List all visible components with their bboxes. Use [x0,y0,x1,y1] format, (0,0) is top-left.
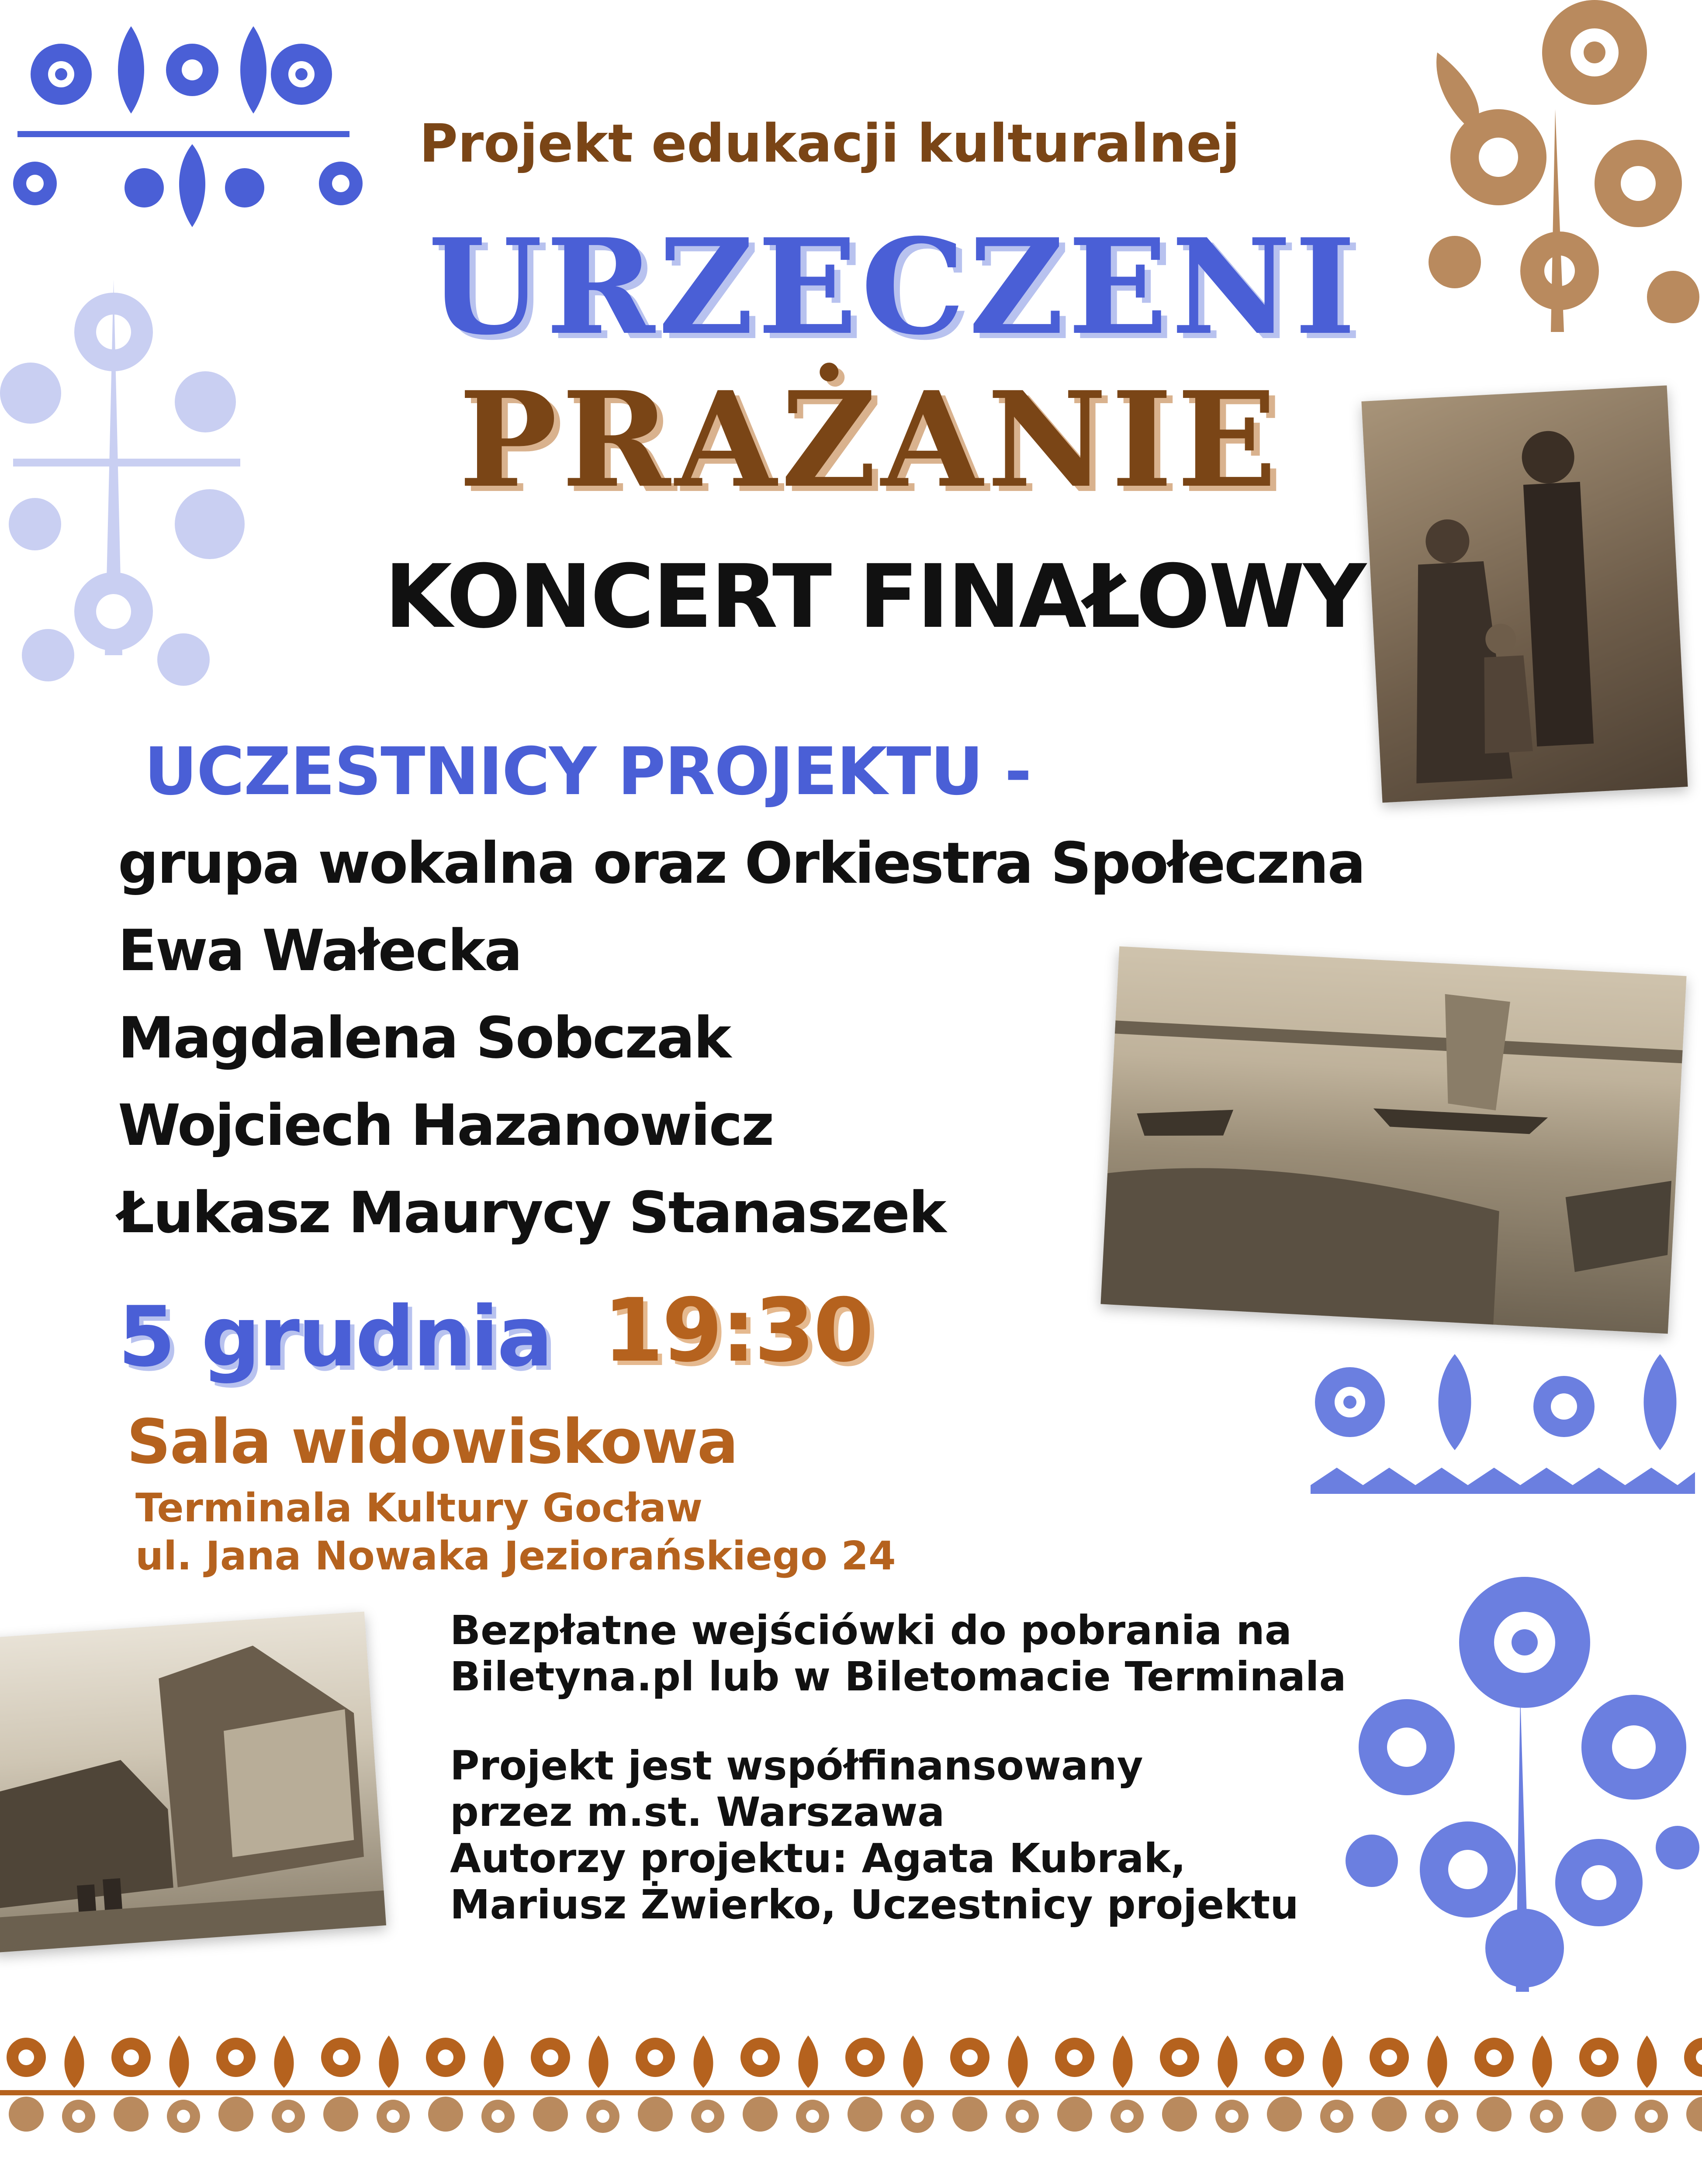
title-line-1: URZECZENI [428,210,1360,364]
funding-info-line-2: przez m.st. Warszawa [450,1789,945,1835]
participant-item: grupa wokalna oraz Orkiestra Społeczna [118,830,1365,896]
tickets-info-line-2: Biletyna.pl lub w Biletomacie Terminala [450,1653,1346,1700]
folk-ornament-bottom-right [1337,1564,1702,2001]
event-time: 19:30 [603,1280,872,1382]
participant-item: Magdalena Sobczak [118,1005,730,1071]
title-line-2: PRAŻANIE [459,363,1281,517]
participant-item: Wojciech Hazanowicz [118,1092,773,1158]
portrait-figures-icon [1361,385,1688,802]
project-type-heading: Projekt edukacji kulturalnej [419,114,1240,174]
event-address: ul. Jana Nowaka Jeziorańskiego 24 [135,1533,896,1579]
funding-info-line-1: Projekt jest współfinansowany [450,1742,1143,1789]
folk-ornament-top-right [1411,0,1702,341]
photo-river-boats [1100,947,1686,1334]
participant-item: Łukasz Maurycy Stanaszek [118,1179,945,1246]
photo-family-portrait [1361,385,1688,802]
authors-line-1: Autorzy projektu: Agata Kubrak, [450,1835,1186,1882]
participants-heading: UCZESTNICY PROJEKTU - [144,734,1031,810]
folk-ornament-top-left [0,0,393,721]
tickets-info-line-1: Bezpłatne wejściówki do pobrania na [450,1607,1292,1654]
photo-wooden-houses [0,1611,386,1952]
authors-line-2: Mariusz Żwierko, Uczestnicy projektu [450,1881,1299,1928]
event-date: 5 grudnia [118,1289,551,1385]
river-scene-icon [1100,947,1686,1334]
folk-border-band [0,2031,1702,2140]
participant-item: Ewa Wałecka [118,917,522,984]
event-venue: Terminala Kultury Gocław [135,1485,703,1531]
event-hall: Sala widowiskowa [127,1406,738,1478]
village-houses-icon [0,1611,386,1952]
folk-ornament-middle-right [1311,1337,1695,1511]
concert-subtitle: KONCERT FINAŁOWY [384,546,1365,648]
